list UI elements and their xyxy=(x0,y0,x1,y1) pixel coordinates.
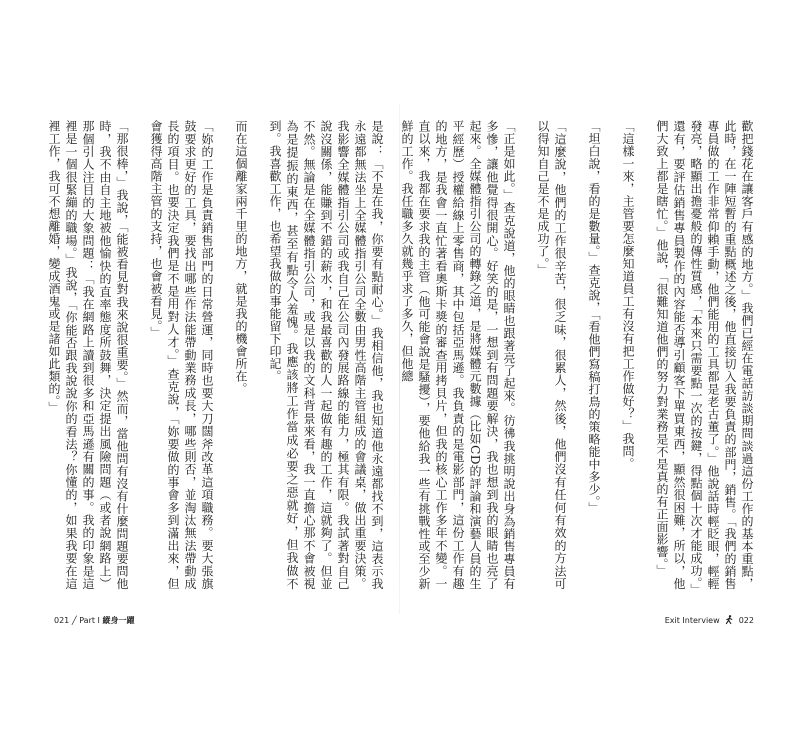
left-page-body-text: 是說：「不是在我，你要有點耐心。」我相信他，我也知道他永遠都找不到，這表示我永遠都無法坐上全媒體指引公司全數由男性高階主管組成的會議桌，做出重要決策。我影響全媒體指引公司或我自己在公司內發展路線的能力，極其有限。我試著對自己說沒關係，能賺到不錯的薪水，和我最喜歡的人一起做有趣的工作，這就夠了。但並不然。無論是在全媒體指引公司，或是以我的文科背景來看，我一直擔心那不會被視為是提振的東西，甚至有點令人羞愧。我應該將工作當成必要之惡就好，但我做不到。我喜歡工作，也希望我做的事能留下印記。 而在這個離家兩千里的地方，就是我的機會所在。 「妳的工作是負責銷售部門的日常營運，同時也要大刀闊斧改革這項職務。要大張旗鼓要求更好的工具，要找出哪些作法能帶動業務成長，哪些則否，並淘汰無法帶動成長的項目。也要決定我們是不是用對人才。」查克說，「妳要做的事會多到滿出來，但會獲得高階主管的支持，也會被看見。」 「那很棒，」我說，「能被看見對我來說很重要。」然而，當他問有沒有什麼問題要問他時，我不由自主地被他愉快的直率態度所鼓舞，決定提出風險問題（或者說網路上）那個引人注目的大象問題：「我在網路上讀到很多和亞馬遜有關的事。我的印象是這裡是一個很緊繃的職場。」我說，「你能否跟我說說你的看法？你懂的，如果我要在這裡工作，我可不想離婚，變成酒鬼或是諸如此類的。」 xyxy=(47,120,384,590)
right-page-text-block xyxy=(400,120,755,590)
left-page-text-block xyxy=(47,120,385,590)
right-page-footer xyxy=(665,615,754,625)
right-page-body-text: 歡把錢花在讓客戶有感的地方。」我們已經在電話訪談期間談過這份工作的基本重點，此時，在一陣短暫的重點概述之後，他直接切入我要負責的部門，銷售。「我們的銷售專員做的工作非常仰賴手動，他們能用的工具都是老古董了。」他說話時輕眨眼，輕輕發亮，略顯出擔憂般的傳性質感，「本來只需要點一次的按鍵，得點個十次才能成功。」還有，要評估銷售專員製作的內容能否導引顧客下單買東西，顯然很困難，所以，他們大致上都是瞎忙。」他說，「很難知道他們的努力對業務是不是真的有正面影響。」 「這樣一來，主管要怎麼知道員工有沒有把工作做好？」我問。 「坦白說，看的是數量。」查克說，「看他們寫稿打鳥的策略能中多少。」 「這麼說，他們的工作很辛苦，很乏味，很累人，然後，他們沒有任何有效的方法可以得知自己是不是成功了。」 「正是如此。」查克說道，他的眼睛也跟著亮了起來。彷彿我挑明說出身為銷售專員有多慘，讓他覺得很開心。好笑的是，一想到有問題要解決，我也想到我的眼睛也亮了起來。全媒體指引公司的轉錄之道，是將媒體元數據（比如CD的評論和演藝人員的生平經歷）授權給線上零售商，其中包括亞馬遜。我負責的是電影部門，這份工作有趣的地方，是我會一直忙著看奧斯卡獎的審查用拷貝片，但我的核心工作多年不變。一直以來，我都在要求我的主管（他可能會說是騷擾），要他給我一些有挑戰性或至少新鮮的工作。我任職多久就幾乎求了多久，但他總 xyxy=(400,120,754,590)
book-spread xyxy=(40,96,760,636)
footer-separator: ╱ xyxy=(71,616,77,625)
left-page xyxy=(40,96,390,636)
left-page-number: 021 xyxy=(54,616,70,625)
footer-part-title: 縱身一躍 xyxy=(102,616,135,625)
right-page-number: 022 xyxy=(738,616,754,625)
right-page xyxy=(400,96,760,636)
left-page-footer xyxy=(54,615,134,626)
footer-book-title: Exit Interview xyxy=(664,616,720,625)
footer-part-label: Part I xyxy=(79,616,100,625)
walking-figure-icon xyxy=(724,615,734,624)
